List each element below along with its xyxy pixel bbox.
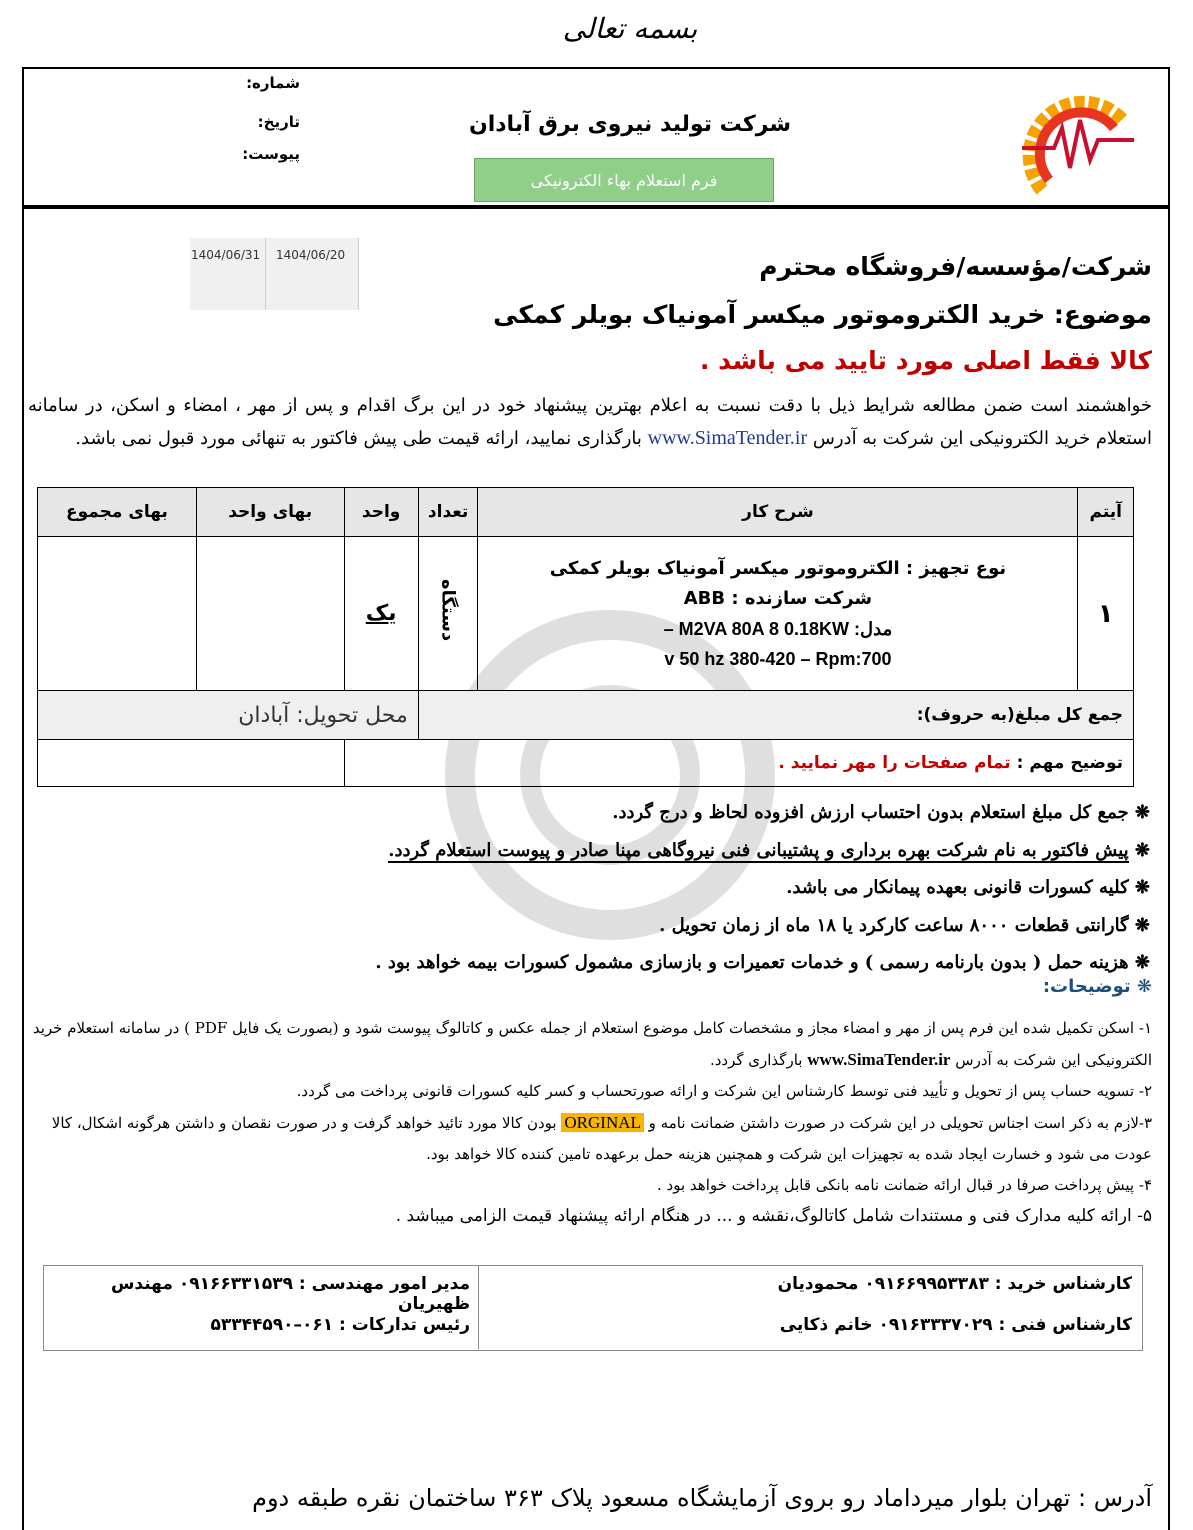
important-note-row (38, 740, 1134, 787)
items-table (37, 487, 1134, 787)
list-item: ❋ گارانتی قطعات ۸۰۰۰ ساعت کارکرد یا ۱۸ ماه از زمان تحویل . (659, 914, 1150, 936)
date-issue: 1404/06/20 (276, 248, 346, 262)
condition-text: کلیه کسورات قانونی بعهده پیمانکار می باشد. (786, 877, 1129, 898)
original-highlight: ORGINAL (561, 1113, 644, 1132)
greeting: شرکت/مؤسسه/فروشگاه محترم (759, 252, 1152, 281)
explanation-text: بارگذاری گردد. (709, 1051, 803, 1069)
form-title-banner: فرم استعلام بهاء الکترونیکی (474, 158, 774, 202)
important-note (344, 740, 1133, 787)
explanation-text: ۵- ارائه کلیه مدارک فنی و مستندات شامل کاتالوگ،نقشه و ... در هنگام ارائه پیشنهاد قیمت الزامی میباشد . (395, 1206, 1152, 1226)
explanation-text: بودن کالا مورد تائید خواهد گرفت و در صورت نقصان و داشتن هرگونه اشکال، کالا عودت می شود و خسارت ایجاد شده به تجهیزات این شرکت و همچنین هزینه حمل برعهده تامین کننده کالا خواهد بود. (51, 1114, 1152, 1163)
intro-text-after: بارگذاری نمایید، ارائه قیمت طی پیش فاکتور به تنهائی مورد قبول نمی باشد. (75, 428, 642, 449)
table-row (38, 537, 1134, 691)
conditions-list (100, 794, 1150, 982)
header-total-price: بهای مجموع (38, 488, 197, 537)
bismillah: بسمه تعالی (562, 12, 698, 45)
tender-site-link[interactable]: www.SimaTender.ir (807, 1050, 951, 1069)
condition-text: پیش فاکتور به نام شرکت بهره برداری و پشتیبانی فنی نیروگاهی مپنا صادر و پیوست استعلام گردد. (388, 839, 1129, 861)
company-address: آدرس : تهران بلوار میرداماد رو بروی آزمایشگاه مسعود پلاک ۳۶۳ ساختمان نقره طبقه دوم (252, 1484, 1152, 1512)
header-item: آیتم (1078, 488, 1134, 537)
list-item (24, 1107, 1152, 1170)
header-unit: واحد (344, 488, 418, 537)
header-qty: تعداد (418, 488, 478, 537)
condition-text: جمع کل مبلغ استعلام بدون احتساب ارزش افزوده لحاظ و درج گردد. (612, 802, 1129, 823)
list-item (24, 1013, 1152, 1076)
intro-paragraph (28, 390, 1152, 455)
header-unit-price: بهای واحد (196, 488, 344, 537)
original-goods-note: کالا فقط اصلی مورد تایید می باشد . (699, 346, 1152, 375)
engineering-manager-contact: مدیر امور مهندسی : ۰۹۱۶۶۳۳۱۵۳۹ مهندس ظهیریان (110, 1274, 470, 1314)
desc-line-3: مدل: M2VA 80A 8 0.18KW – (663, 618, 893, 639)
item-number: ۱ (1078, 537, 1134, 691)
item-qty (418, 537, 478, 691)
purchase-expert-contact: کارشناس خرید : ۰۹۱۶۶۹۹۵۳۳۸۳ محمودیان (777, 1274, 1132, 1294)
list-item (24, 1201, 1152, 1232)
desc-line-2: شرکت سازنده : ABB (683, 587, 873, 609)
list-item (24, 1076, 1152, 1107)
explanations-title-text: توضیحات: (1042, 976, 1131, 997)
explanation-text: ۱- اسکن تکمیل شده این فرم پس از مهر و امضاء مجاز و مشخصات کامل موضوع استعلام از جمله عکس و کاتالوگ پیوست شود و (بصورت یک فایل PDF ) در سامانه استعلام خرید الکترونیکی این شرکت به آدرس (32, 1019, 1152, 1069)
desc-line-1: نوع تجهیز : الکتروموتور میکسر آمونیاک بویلر کمکی (549, 557, 1007, 579)
item-total-price[interactable] (38, 537, 197, 691)
explanations-list (24, 1013, 1152, 1232)
total-amount-label: جمع کل مبلغ(به حروف): (418, 691, 1133, 740)
header-description: شرح کار (478, 488, 1078, 537)
page-border-right (1168, 207, 1170, 1530)
list-item: ❋ جمع کل مبلغ استعلام بدون احتساب ارزش افزوده لحاظ و درج گردد. (612, 802, 1150, 823)
condition-text: هزینه حمل ( بدون بارنامه رسمی ) و خدمات تعمیرات و بازسازی مشمول کسورات بیمه خواهد بود . (375, 952, 1129, 973)
item-unit: یک (344, 537, 418, 691)
delivery-location: محل تحویل: آبادان (38, 691, 419, 740)
important-note-label: توضیح مهم : (1016, 753, 1123, 773)
technical-expert-contact: کارشناس فنی : ۰۹۱۶۳۳۳۷۰۲۹ خانم ذکایی (779, 1315, 1132, 1335)
explanations-title: ❋ توضیحات: (1042, 976, 1152, 997)
tender-site-link[interactable]: www.SimaTender.ir (647, 427, 808, 449)
list-item: ❋ کلیه کسورات قانونی بعهده پیمانکار می باشد. (786, 877, 1150, 898)
important-note-text: تمام صفحات را مهر نمایید . (778, 753, 1011, 773)
date-deadline: 1404/06/31 (191, 248, 261, 262)
subject: موضوع: خرید الکتروموتور میکسر آمونیاک بویلر کمکی (493, 300, 1152, 329)
attachment-label: پیوست: (242, 145, 300, 163)
total-row (38, 691, 1134, 740)
date-label: تاریخ: (257, 113, 300, 131)
list-item: ❋ پیش فاکتور به نام شرکت بهره برداری و پشتیبانی فنی نیروگاهی مپنا صادر و پیوست استعلام گردد. (388, 839, 1150, 861)
intro-text-before: خواهشمند است ضمن مطالعه شرایط ذیل با دقت نسبت به اعلام بهترین پیشنهاد خود در این برگ اقدام و پس از مهر ، امضاء و اسکن، در سامانه استعلام خرید الکترونیکی این شرکت به آدرس (28, 395, 1153, 449)
desc-line-4: v 50 hz 380-420 – Rpm:700 (664, 648, 892, 669)
important-note-empty (38, 740, 345, 787)
letterhead-divider (22, 207, 1170, 209)
explanation-text: ۴- پیش پرداخت صرفا در قبال ارائه ضمانت نامه بانکی قابل پرداخت خواهد بود . (657, 1176, 1152, 1194)
list-item (24, 1170, 1152, 1201)
procurement-head-contact: رئیس تدارکات : ۰۶۱–۵۳۳۴۴۵۹۰ (210, 1315, 470, 1335)
date-box-divider (265, 238, 266, 310)
contacts-divider (478, 1265, 479, 1349)
page-border-left (22, 207, 24, 1530)
explanation-text: ۳-لازم به ذکر است اجناس تحویلی در این شرکت در صورت داشتن ضمانت نامه و (648, 1114, 1152, 1132)
number-label: شماره: (246, 74, 300, 92)
item-qty-value: دستگاه (437, 579, 459, 642)
explanation-text: ۲- تسویه حساب پس از تحویل و تأیید فنی توسط کارشناس این شرکت و ارائه صورتحساب و کسر کلیه کسورات قانونی پرداخت می گردد. (296, 1082, 1152, 1100)
company-name: شرکت تولید نیروی برق آبادان (468, 112, 792, 137)
item-unit-price[interactable] (196, 537, 344, 691)
condition-text: گارانتی قطعات ۸۰۰۰ ساعت کارکرد یا ۱۸ ماه از زمان تحویل . (659, 914, 1129, 936)
power-company-logo-icon (1002, 80, 1152, 205)
list-item: ❋ هزینه حمل ( بدون بارنامه رسمی ) و خدمات تعمیرات و بازسازی مشمول کسورات بیمه خواهد بود . (375, 952, 1150, 973)
item-description (478, 537, 1078, 691)
